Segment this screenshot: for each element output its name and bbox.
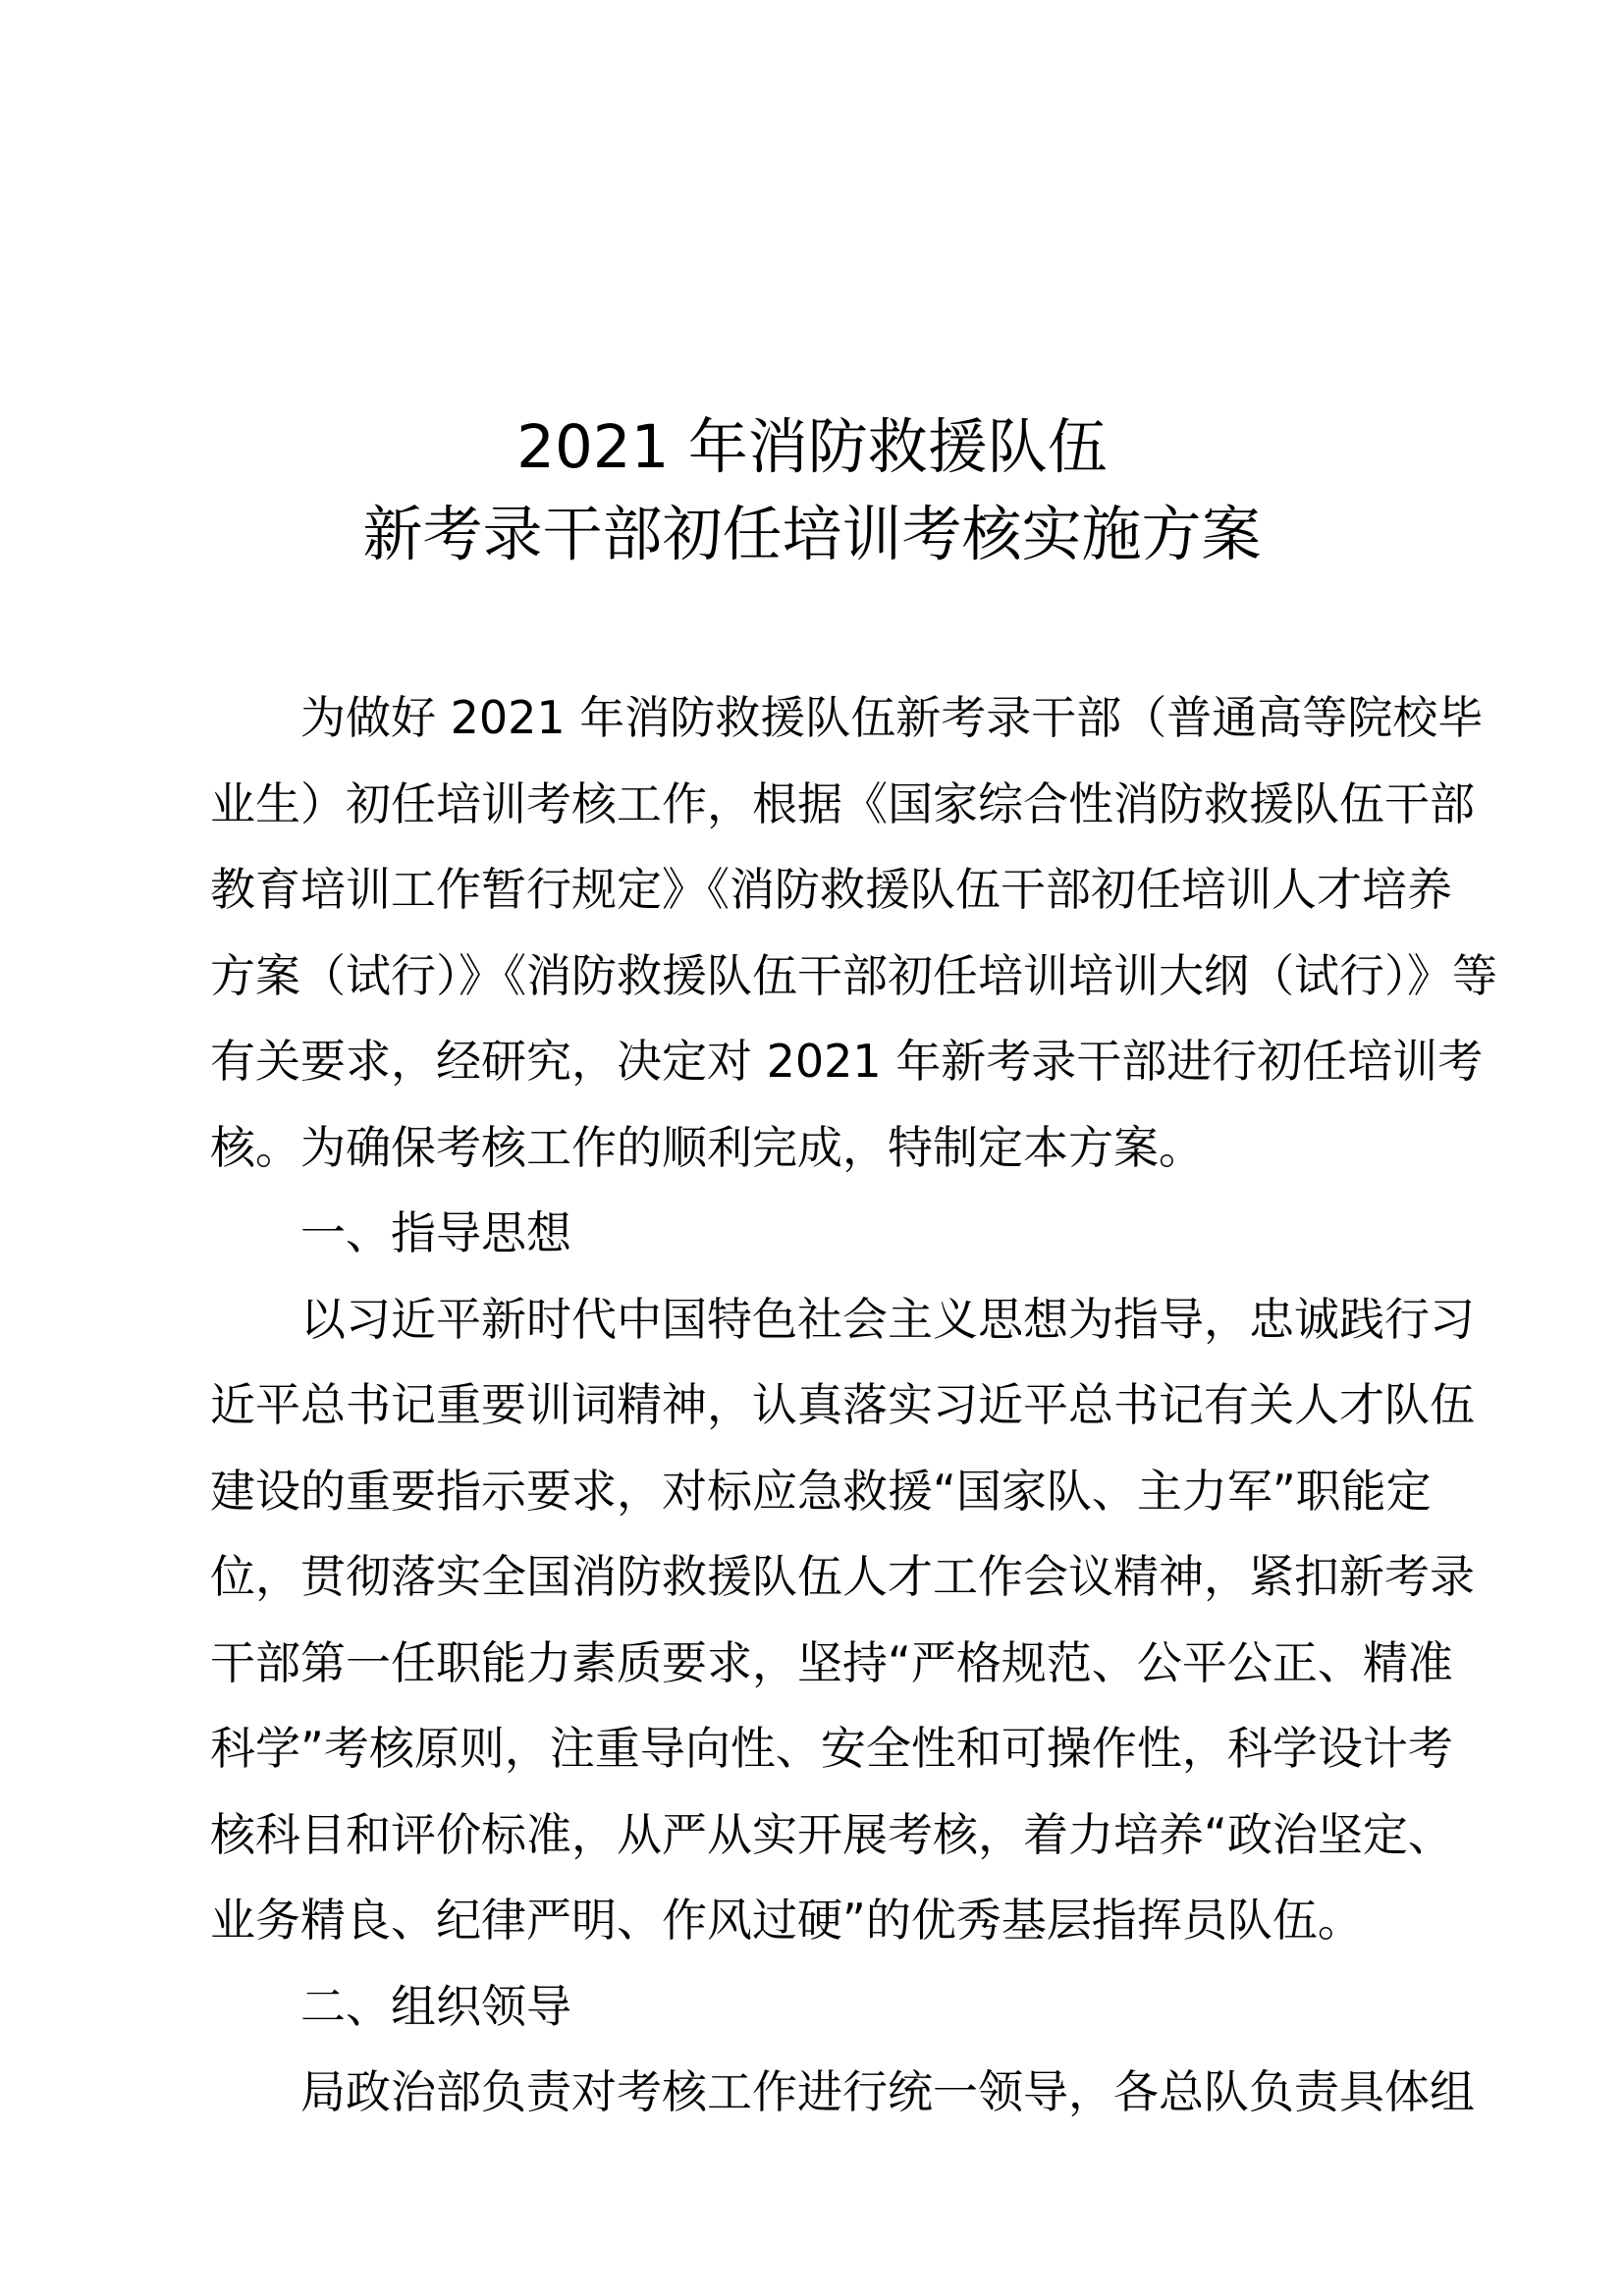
- section-heading-organization-leadership: 二、组织领导: [300, 1979, 571, 2033]
- paragraph-2-line-6: 科学”考核原则，注重导向性、安全性和可操作性，科学设计考: [210, 1722, 1453, 1775]
- paragraph-2-line-3: 建设的重要指示要求，对标应急救援“国家队、主力军”职能定: [210, 1464, 1432, 1518]
- document-body: [210, 675, 1497, 2136]
- section-heading-guiding-ideology: 一、指导思想: [300, 1206, 571, 1259]
- paragraph-1-line-1: 为做好 2021 年消防救援队伍新考录干部（普通高等院校毕: [300, 691, 1484, 744]
- document-title-line-1: 2021 年消防救援队伍: [516, 412, 1108, 482]
- document-title-line-2: 新考录干部初任培训考核实施方案: [362, 500, 1262, 569]
- paragraph-2-line-4: 位，贯彻落实全国消防救援队伍人才工作会议精神，紧扣新考录: [210, 1550, 1475, 1603]
- paragraph-1-line-2: 业生）初任培训考核工作，根据《国家综合性消防救援队伍干部: [210, 776, 1475, 830]
- paragraph-2-line-1: 以习近平新时代中国特色社会主义思想为指导，忠诚践行习: [300, 1292, 1475, 1346]
- paragraph-2-line-2: 近平总书记重要训词精神，认真落实习近平总书记有关人才队伍: [210, 1378, 1475, 1431]
- paragraph-1-line-3: 教育培训工作暂行规定》《消防救援队伍干部初任培训人才培养: [210, 863, 1452, 916]
- paragraph-2-line-5: 干部第一任职能力素质要求，坚持“严格规范、公平公正、精准: [210, 1635, 1453, 1689]
- paragraph-1-line-4: 方案（试行）》《消防救援队伍干部初任培训培训大纲（试行）》等: [210, 948, 1497, 1002]
- paragraph-3-line-1: 局政治部负责对考核工作进行统一领导，各总队负责具体组: [300, 2065, 1475, 2118]
- paragraph-1-line-6: 核。为确保考核工作的顺利完成，特制定本方案。: [210, 1120, 1204, 1174]
- paragraph-1-line-5: 有关要求，经研究，决定对 2021 年新考录干部进行初任培训考: [210, 1035, 1484, 1088]
- paragraph-2-line-8: 业务精良、纪律严明、作风过硬”的优秀基层指挥员队伍。: [210, 1894, 1363, 1947]
- paragraph-2-line-7: 核科目和评价标准，从严从实开展考核，着力培养“政治坚定、: [210, 1807, 1453, 1861]
